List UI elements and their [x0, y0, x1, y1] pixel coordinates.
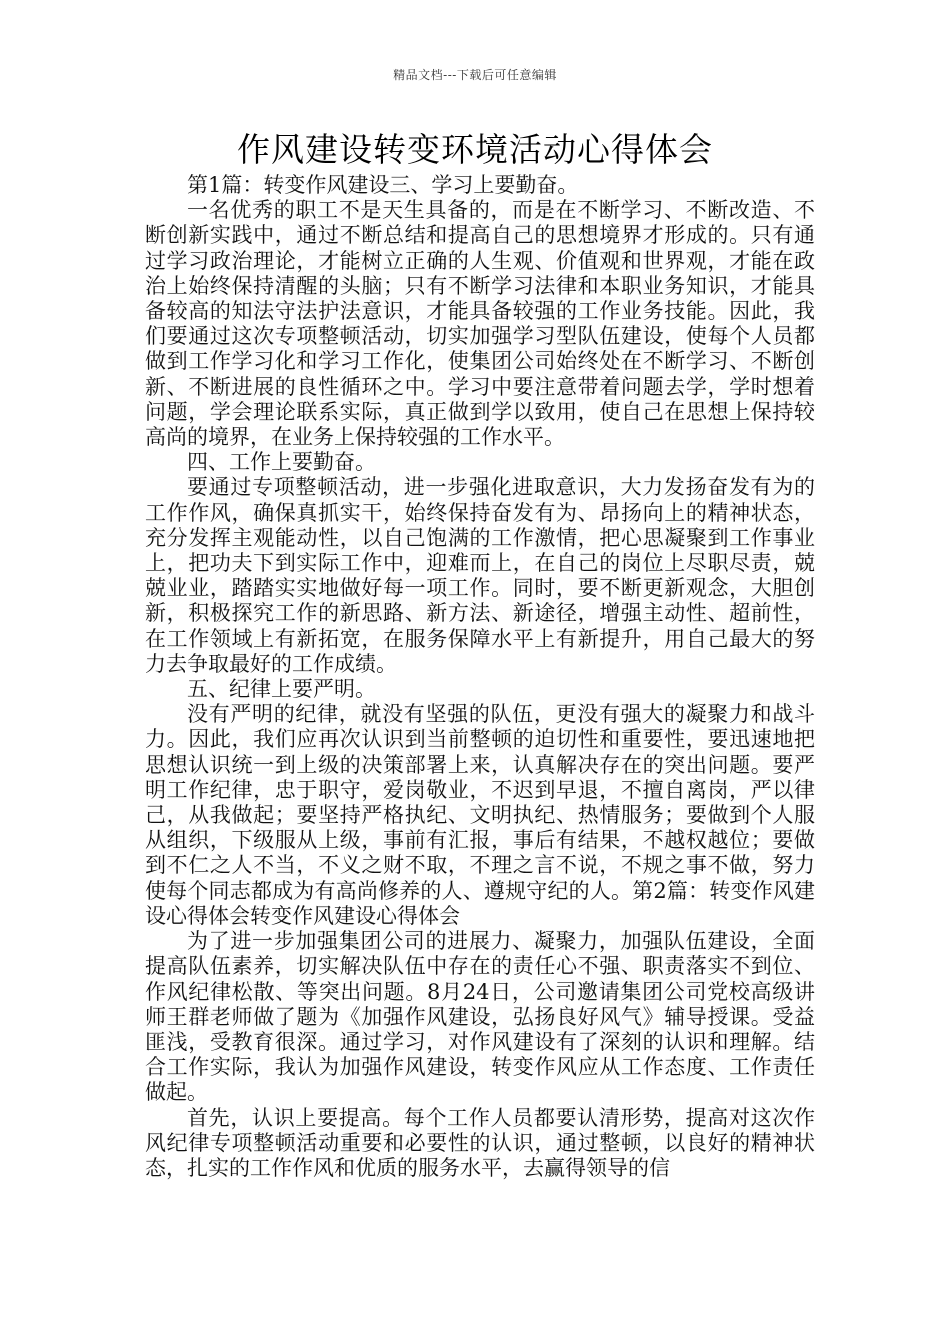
paragraph: 没有严明的纪律，就没有坚强的队伍，更没有强大的凝聚力和战斗力。因此，我们应再次认识到当前整顿的迫切性和重要性，要迅速地把思想认识统一到上级的决策部署上来，认真解决存在的突出问题。要严明工作纪律，忠于职守，爱岗敬业，不迟到早退，不擅自离岗，严以律己，从我做起；要坚持严格执纪、文明执纪、热情服务；要做到个人服从组织，下级服从上级，事前有汇报，事后有结果，不越权越位；要做到不仁之人不当，不义之财不取，不理之言不说，不规之事不做，努力使每个同志都成为有高尚修养的人、遵规守纪的人。第2篇：转变作风建设心得体会转变作风建设心得体会 [145, 702, 815, 928]
paragraph: 首先，认识上要提高。每个工作人员都要认清形势，提高对这次作风纪律专项整顿活动重要和必要性的认识，通过整顿，以良好的精神状态，扎实的工作作风和优质的服务水平，去赢得领导的信 [145, 1105, 815, 1180]
paragraph-section-heading: 第1篇：转变作风建设三、学习上要勤奋。 [187, 173, 579, 197]
paragraph: 一名优秀的职工不是天生具备的，而是在不断学习、不断改造、不断创新实践中，通过不断总结和提高自己的思想境界才形成的。只有通过学习政治理论，才能树立正确的人生观、价值观和世界观，才能在政治上始终保持清醒的头脑；只有不断学习法律和本职业务知识，才能具备较高的知法守法护法意识，才能具备较强的工作业务技能。因此，我们要通过这次专项整顿活动，切实加强学习型队伍建设，使每个人员都做到工作学习化和学习工作化，使集团公司始终处在不断学习、不断创新、不断进展的良性循环之中。学习中要注意带着问题去学，学时想着问题，学会理论联系实际，真正做到学以致用，使自己在思想上保持较高尚的境界，在业务上保持较强的工作水平。 [145, 198, 815, 450]
paragraph: 要通过专项整顿活动，进一步强化进取意识，大力发扬奋发有为的工作作风，确保真抓实干，始终保持奋发有为、昂扬向上的精神状态，充分发挥主观能动性，以自己饱满的工作激情，把心思凝聚到工作事业上，把功夫下到实际工作中，迎难而上，在自己的岗位上尽职尽责，兢兢业业，踏踏实实地做好每一项工作。同时，要不断更新观念，大胆创新，积极探究工作的新思路、新方法、新途径，增强主动性、超前性，在工作领域上有新拓宽，在服务保障水平上有新提升，用自己最大的努力去争取最好的工作成绩。 [145, 475, 815, 676]
paragraph-section-heading: 四、工作上要勤奋。 [187, 450, 376, 475]
document-body [145, 173, 815, 1181]
header-note: 精品文档---下载后可任意编辑 [393, 68, 557, 82]
paragraph-section-heading: 五、纪律上要严明。 [187, 677, 376, 702]
paragraph: 为了进一步加强集团公司的进展力、凝聚力，加强队伍建设，全面提高队伍素养，切实解决队伍中存在的责任心不强、职责落实不到位、作风纪律松散、等突出问题。8月24日，公司邀请集团公司党校高级讲师王群老师做了题为《加强作风建设，弘扬良好风气》辅导授课。受益匪浅，受教育很深。通过学习，对作风建设有了深刻的认识和理解。结合工作实际，我认为加强作风建设，转变作风应从工作态度、工作责任做起。 [145, 929, 815, 1105]
document-title: 作风建设转变环境活动心得体会 [237, 130, 713, 169]
